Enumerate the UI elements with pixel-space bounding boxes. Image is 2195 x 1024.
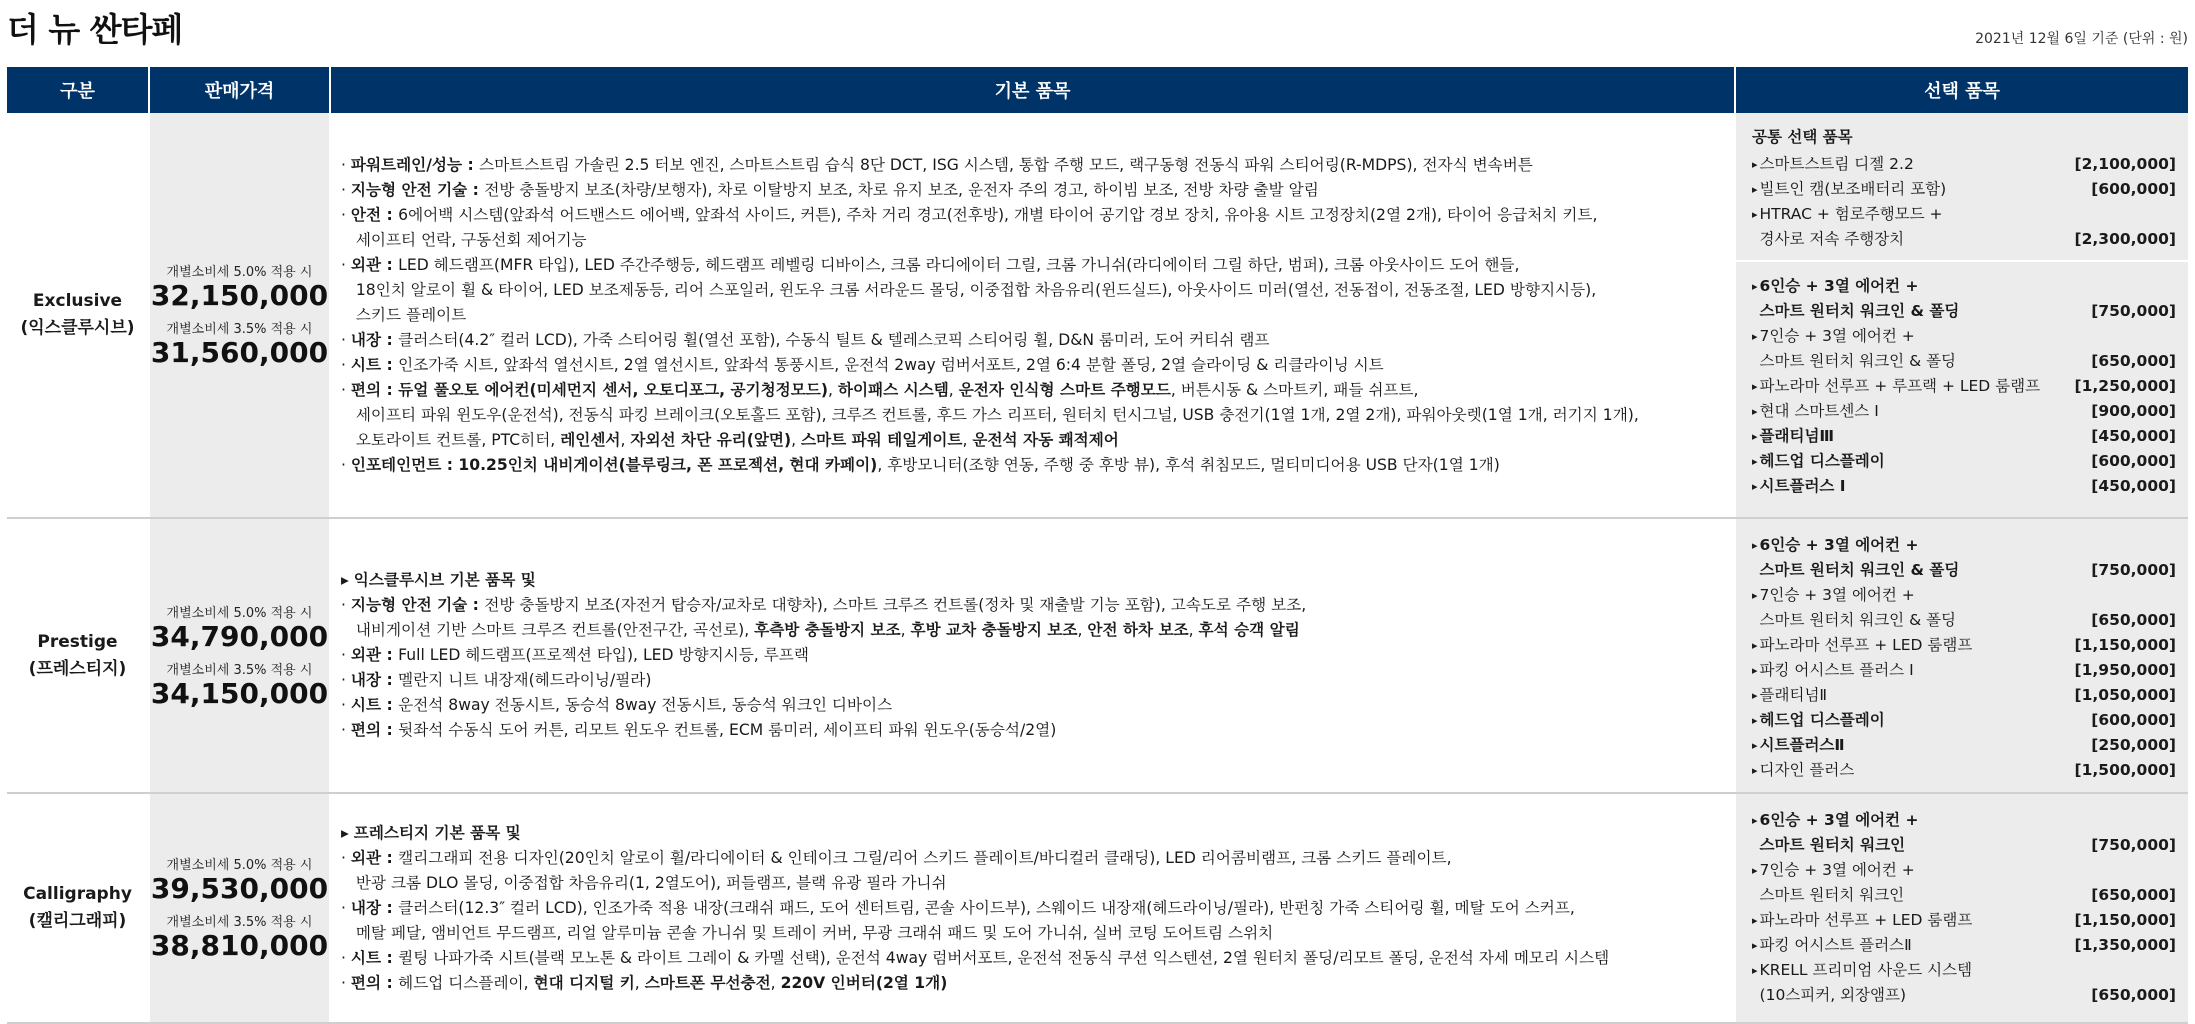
option-item: [1752, 324, 2176, 374]
basic-item-emphasis: 지능형 안전 기술 :: [350, 180, 485, 199]
option-name: 플래티넘Ⅲ: [1759, 427, 1835, 445]
basic-item-text: ▸: [341, 823, 354, 842]
option-price: [650,000]: [2091, 886, 2176, 904]
basic-item-line: [341, 178, 1724, 203]
basic-item-emphasis: 운전자 인식형 스마트 주행모드: [958, 380, 1171, 399]
option-item: [1752, 633, 2176, 658]
price-cell: [149, 113, 330, 518]
basic-item-text: ·: [341, 973, 351, 992]
bullet-triangle-icon: ▸: [1752, 964, 1758, 977]
tax-rate-label: 개별소비세 3.5% 적용 시: [166, 915, 313, 930]
basic-item-emphasis: 내장 :: [350, 898, 399, 917]
basic-item-text: ▸: [341, 571, 354, 589]
basic-item-emphasis: 레인센서: [560, 430, 621, 449]
basic-item-text: ·: [341, 355, 351, 374]
option-name: HTRAC + 험로주행모드 + 경사로 저속 주행장치: [1759, 205, 1943, 248]
header-basic-items: 기본 품목: [330, 67, 1735, 113]
basic-item-text: ·: [341, 721, 351, 739]
basic-item-line: [341, 718, 1724, 743]
basic-item-text: 운전석 8way 전동시트, 동승석 8way 전동시트, 동승석 워크인 디바이스: [398, 696, 893, 714]
option-item: [1752, 708, 2176, 733]
option-name: 6인승 + 3열 에어컨 + 스마트 원터치 워크인 & 폴딩: [1759, 536, 1960, 579]
basic-item-text: 클러스터(4.2″ 컬러 LCD), 가죽 스티어링 휠(열선 포함), 수동식 틸트 & 텔레스코픽 스티어링 휠, D&N 룸미러, 도어 커티쉬 램프: [398, 330, 1270, 349]
basic-item-emphasis: 후방 교차 충돌방지 보조: [910, 621, 1078, 639]
basic-item-text: 내비게이션 기반 스마트 크루즈 컨트롤(안전구간, 곡선로),: [341, 621, 755, 639]
option-name: 파노라마 선루프 + LED 룸램프: [1759, 911, 1973, 929]
option-name: 헤드업 디스플레이: [1759, 452, 1885, 470]
options-cell: [1735, 113, 2188, 518]
price-amount: 32,150,000: [150, 279, 329, 312]
basic-item-emphasis: 외관 :: [350, 255, 399, 274]
basic-item-text: 뒷좌석 수동식 도어 커튼, 리모트 윈도우 컨트롤, ECM 룸미러, 세이프티 파워 윈도우(동승석/2열): [398, 721, 1057, 739]
basic-item-line: [341, 593, 1724, 618]
bullet-triangle-icon: ▸: [1752, 539, 1758, 552]
bullet-triangle-icon: ▸: [1752, 739, 1758, 752]
basic-item-text: , 버튼시동 & 스마트키, 패들 쉬프트,: [1170, 380, 1419, 399]
price-table: [7, 67, 2188, 1024]
option-item: [1752, 533, 2176, 583]
basic-item-emphasis: 지능형 안전 기술 :: [350, 596, 485, 614]
tax-rate-label: 개별소비세 5.0% 적용 시: [166, 265, 313, 280]
price-amount: 39,530,000: [150, 872, 329, 905]
basic-item-emphasis: 안전 하차 보조: [1087, 621, 1189, 639]
option-item: [1752, 808, 2176, 858]
option-price: [600,000]: [2091, 180, 2176, 198]
option-item: [1752, 449, 2176, 474]
option-name: 헤드업 디스플레이: [1759, 711, 1885, 729]
option-price: [900,000]: [2091, 402, 2176, 420]
basic-item-text: ·: [341, 330, 351, 349]
header-price: 판매가격: [149, 67, 330, 113]
option-name: 현대 스마트센스 Ⅰ: [1759, 402, 1879, 420]
bullet-triangle-icon: ▸: [1752, 455, 1758, 468]
tax-rate-label: 개별소비세 3.5% 적용 시: [166, 662, 313, 678]
trim-cell: [7, 793, 149, 1023]
option-item: [1752, 658, 2176, 683]
basic-item-line: [341, 228, 1724, 253]
basic-item-text: 전방 충돌방지 보조(자전거 탑승자/교차로 대향차), 스마트 크루즈 컨트롤(정차 및 재출발 기능 포함), 고속도로 주행 보조,: [484, 596, 1307, 614]
bullet-triangle-icon: ▸: [1752, 380, 1758, 393]
basic-item-text: 6에어백 시스템(앞좌석 어드밴스드 에어백, 앞좌석 사이드, 커튼), 주차 거리 경고(전후방), 개별 타이어 공기압 경보 장치, 유아용 시트 고정장치(2열 2개), 타이어 응급처치 키트,: [398, 205, 1598, 224]
basic-item-emphasis: 편의 :: [350, 973, 399, 992]
option-item: [1752, 177, 2176, 202]
basic-item-line: [341, 846, 1724, 871]
basic-item-text: 퀼팅 나파가죽 시트(블랙 모노톤 & 라이트 그레이 & 카멜 선택), 운전석 4way 럼버서포트, 운전석 전동식 쿠션 익스텐션, 2열 원터치 폴딩/리모트 폴딩, 운전석 자세 메모리 시스템: [398, 948, 1610, 967]
basic-item-text: ·: [341, 180, 351, 199]
basic-item-text: ,: [1077, 621, 1088, 639]
option-item: [1752, 274, 2176, 324]
basic-item-line: [341, 153, 1724, 178]
basic-item-emphasis: 후측방 충돌방지 보조: [754, 621, 901, 639]
basic-item-line: [341, 378, 1724, 403]
bullet-triangle-icon: ▸: [1752, 183, 1758, 196]
option-name: 파노라마 선루프 + 루프랙 + LED 룸램프: [1759, 377, 2041, 395]
option-item: [1752, 733, 2176, 758]
option-item: [1752, 474, 2176, 499]
basic-item-line: [341, 871, 1724, 896]
bullet-triangle-icon: ▸: [1752, 714, 1758, 727]
basic-item-line: [341, 403, 1724, 428]
basic-item-emphasis: 현대 디지털 키: [533, 973, 635, 992]
bullet-triangle-icon: ▸: [1752, 589, 1758, 602]
option-item: [1752, 958, 2176, 1008]
option-price: [1,050,000]: [2074, 686, 2176, 704]
basic-item-emphasis: 파워트레인/성능 :: [350, 155, 480, 174]
option-name: 빌트인 캠(보조배터리 포함): [1759, 180, 1947, 198]
option-price: [600,000]: [2091, 711, 2176, 729]
basic-item-text: ·: [341, 696, 351, 714]
option-name: 7인승 + 3열 에어컨 + 스마트 원터치 워크인: [1759, 861, 1915, 904]
option-price: [1,950,000]: [2074, 661, 2176, 679]
basic-item-emphasis: 시트 :: [350, 696, 399, 714]
option-name: 플래티넘Ⅱ: [1759, 686, 1828, 704]
header-options: 선택 품목: [1735, 67, 2188, 113]
basic-item-text: ·: [341, 848, 351, 867]
basic-item-emphasis: 편의 :: [350, 721, 399, 739]
basic-item-emphasis: 외관 :: [350, 848, 399, 867]
basic-item-text: LED 헤드램프(MFR 타입), LED 주간주행등, 헤드램프 레벨링 디바이스, 크롬 라디에이터 그릴, 크롬 가니쉬(라디에이터 그릴 하단, 범퍼), 크롬 아웃사이드 도어 핸들,: [398, 255, 1520, 274]
basic-item-text: ,: [620, 430, 631, 449]
basic-item-text: , 후방모니터(조향 연동, 주행 중 후방 뷰), 후석 취침모드, 멀티미디어용 USB 단자(1열 1개): [877, 455, 1500, 474]
option-price: [1,250,000]: [2074, 377, 2176, 395]
option-item: [1752, 152, 2176, 177]
option-name: 6인승 + 3열 에어컨 + 스마트 원터치 워크인: [1759, 811, 1919, 854]
basic-items-cell: [330, 518, 1735, 793]
option-price: [650,000]: [2091, 352, 2176, 370]
option-item: [1752, 858, 2176, 908]
bullet-triangle-icon: ▸: [1752, 158, 1758, 171]
basic-item-line: [341, 453, 1724, 478]
basic-item-text: 스마트스트림 가솔린 2.5 터보 엔진, 스마트스트림 습식 8단 DCT, ISG 시스템, 통합 주행 모드, 랙구동형 전동식 파워 스티어링(R-MDPS), 전자식 변속버튼: [479, 155, 1533, 174]
option-section: [1736, 794, 2188, 1016]
header-row: [7, 67, 2188, 113]
basic-item-text: ·: [341, 596, 351, 614]
basic-item-text: ·: [341, 205, 351, 224]
option-price: [750,000]: [2091, 302, 2176, 320]
option-item: [1752, 758, 2176, 783]
bullet-triangle-icon: ▸: [1752, 764, 1758, 777]
option-name: 7인승 + 3열 에어컨 + 스마트 원터치 워크인 & 폴딩: [1759, 586, 1957, 629]
basic-item-line: [341, 946, 1724, 971]
basic-item-text: ·: [341, 255, 351, 274]
option-section: [1736, 113, 2188, 260]
basic-items-cell: [330, 113, 1735, 518]
basic-item-text: ,: [962, 430, 973, 449]
page-title: 더 뉴 싼타페: [7, 10, 183, 49]
option-name: 6인승 + 3열 에어컨 + 스마트 원터치 워크인 & 폴딩: [1759, 277, 1960, 320]
option-price: [650,000]: [2091, 611, 2176, 629]
option-price: [1,150,000]: [2074, 636, 2176, 654]
basic-item-text: ,: [634, 973, 645, 992]
option-section: [1736, 260, 2188, 507]
basic-item-line: [341, 353, 1724, 378]
price-amount: 34,150,000: [150, 676, 329, 710]
options-cell: [1735, 518, 2188, 793]
option-name: 7인승 + 3열 에어컨 + 스마트 원터치 워크인 & 폴딩: [1759, 327, 1957, 370]
basic-item-text: 반광 크롬 DLO 몰딩, 이중접합 차음유리(1, 2열도어), 퍼들램프, 블랙 유광 필라 가니쉬: [341, 873, 947, 892]
option-item: [1752, 202, 2176, 252]
price-cell: [149, 793, 330, 1023]
basic-item-text: ·: [341, 455, 351, 474]
basic-item-text: 캘리그래피 전용 디자인(20인치 알로이 휠/라디에이터 & 인테이크 그릴/리어 스키드 플레이트/바디컬러 클래딩), LED 리어콤비램프, 크롬 스키드 플레이트,: [398, 848, 1452, 867]
price-amount: 38,810,000: [150, 929, 329, 962]
option-price: [650,000]: [2091, 986, 2176, 1004]
bullet-triangle-icon: ▸: [1752, 330, 1758, 343]
option-name: 파노라마 선루프 + LED 룸램프: [1759, 636, 1973, 654]
price-amount: 34,790,000: [150, 619, 329, 653]
options-cell: [1735, 793, 2188, 1023]
basic-item-text: ,: [791, 430, 801, 449]
basic-item-text: ·: [341, 380, 351, 399]
basic-item-line: [341, 618, 1724, 643]
bullet-triangle-icon: ▸: [1752, 405, 1758, 418]
option-price: [600,000]: [2091, 452, 2176, 470]
basic-item-text: 18인치 알로이 휠 & 타이어, LED 보조제동등, 리어 스포일러, 윈도우 크롬 서라운드 몰딩, 이중접합 차음유리(윈드실드), 아웃사이드 미러(열선, 전동접이, 전동조절, LED 방향지시등),: [341, 280, 1597, 299]
basic-item-text: ,: [770, 973, 781, 992]
basic-item-emphasis: 편의 :: [350, 380, 399, 399]
option-name: 파킹 어시스트 플러스 Ⅰ: [1759, 661, 1914, 679]
tax-rate-label: 개별소비세 5.0% 적용 시: [166, 858, 313, 873]
basic-item-text: 멜란지 니트 내장재(헤드라이닝/필라): [398, 671, 652, 689]
bullet-triangle-icon: ▸: [1752, 689, 1758, 702]
option-name: 스마트스트림 디젤 2.2: [1759, 155, 1914, 173]
table-row: [7, 793, 2188, 1023]
basic-item-text: 오토라이트 컨트롤, PTC히터,: [341, 430, 561, 449]
basic-item-emphasis: 스마트 파워 테일게이트: [801, 430, 963, 449]
basic-item-line: [341, 896, 1724, 921]
basic-item-line: [341, 668, 1724, 693]
basic-item-text: 스키드 플레이트: [341, 305, 467, 324]
bullet-triangle-icon: ▸: [1752, 639, 1758, 652]
basic-item-text: Full LED 헤드램프(프로젝션 타입), LED 방향지시등, 루프랙: [398, 646, 809, 664]
basic-item-text: ·: [341, 671, 351, 689]
basic-item-text: ·: [341, 948, 351, 967]
bullet-triangle-icon: ▸: [1752, 864, 1758, 877]
basic-item-emphasis: 내장 :: [350, 671, 399, 689]
basic-item-emphasis: 하이패스 시스템: [837, 380, 949, 399]
header-trim: 구분: [7, 67, 149, 113]
bullet-triangle-icon: ▸: [1752, 939, 1758, 952]
basic-item-text: ,: [948, 380, 959, 399]
basic-item-emphasis: 외관 :: [350, 646, 399, 664]
basic-item-emphasis: 익스클루시브 기본 품목 및: [353, 571, 536, 589]
basic-item-line: [341, 253, 1724, 278]
basic-item-emphasis: 220V 인버터(2열 1개): [780, 973, 948, 992]
option-item: [1752, 424, 2176, 449]
option-price: [450,000]: [2091, 477, 2176, 495]
option-name: 파킹 어시스트 플러스Ⅱ: [1759, 936, 1912, 954]
option-price: [750,000]: [2091, 561, 2176, 579]
trim-cell: [7, 518, 149, 793]
basic-item-text: 세이프티 언락, 구동선회 제어기능: [341, 230, 587, 249]
option-item: [1752, 583, 2176, 633]
basic-item-text: 헤드업 디스플레이,: [398, 973, 534, 992]
option-price: [2,300,000]: [2074, 230, 2176, 248]
bullet-triangle-icon: ▸: [1752, 814, 1758, 827]
basic-items-cell: [330, 793, 1735, 1023]
option-name: KRELL 프리미엄 사운드 시스템 (10스피커, 외장앰프): [1759, 961, 1973, 1004]
bullet-triangle-icon: ▸: [1752, 430, 1758, 443]
basic-item-emphasis: 후석 승객 알림: [1198, 621, 1300, 639]
trim-name: Calligraphy: [23, 884, 132, 904]
trim-name-korean: (프레스티지): [28, 658, 127, 679]
tax-rate-label: 개별소비세 5.0% 적용 시: [166, 605, 313, 621]
basic-item-emphasis: 운전석 자동 쾌적제어: [972, 430, 1119, 449]
basic-item-line: [341, 693, 1724, 718]
trim-name: Prestige: [37, 631, 118, 652]
basic-item-text: 메탈 페달, 앰비언트 무드램프, 리얼 알루미늄 콘솔 가니쉬 및 트레이 커버, 무광 크래쉬 패드 및 도어 가니쉬, 실버 코팅 도어트림 스위치: [341, 923, 1274, 942]
bullet-triangle-icon: ▸: [1752, 208, 1758, 221]
basic-item-line: [341, 921, 1724, 946]
trim-name-korean: (캘리그래피): [28, 911, 127, 931]
trim-name: Exclusive: [32, 291, 123, 311]
option-price: [1,500,000]: [2074, 761, 2176, 779]
basic-item-line: [341, 821, 1724, 846]
option-price: [2,100,000]: [2074, 155, 2176, 173]
option-price: [750,000]: [2091, 836, 2176, 854]
basic-item-text: ·: [341, 646, 351, 664]
basic-item-text: ·: [341, 898, 351, 917]
option-price: [1,350,000]: [2074, 936, 2176, 954]
basic-item-line: [341, 303, 1724, 328]
basic-item-line: [341, 643, 1724, 668]
table-row: [7, 518, 2188, 793]
basic-item-line: [341, 428, 1724, 453]
bullet-triangle-icon: ▸: [1752, 914, 1758, 927]
option-item: [1752, 933, 2176, 958]
basic-item-text: ,: [828, 380, 838, 399]
price-cell: [149, 518, 330, 793]
basic-item-emphasis: 시트 :: [350, 948, 399, 967]
basic-item-emphasis: 자외선 차단 유리(앞면): [630, 430, 792, 449]
option-item: [1752, 374, 2176, 399]
option-item: [1752, 399, 2176, 424]
basic-item-text: 전방 충돌방지 보조(차량/보행자), 차로 이탈방지 보조, 차로 유지 보조, 운전자 주의 경고, 하이빔 보조, 전방 차량 출발 알림: [484, 180, 1319, 199]
basic-item-line: [341, 568, 1724, 593]
trim-name-korean: (익스클루시브): [20, 318, 135, 338]
basic-item-text: ,: [1188, 621, 1199, 639]
basic-item-line: [341, 203, 1724, 228]
option-price: [450,000]: [2091, 427, 2176, 445]
table-row: [7, 113, 2188, 518]
bullet-triangle-icon: ▸: [1752, 664, 1758, 677]
option-price: [1,150,000]: [2074, 911, 2176, 929]
basic-item-emphasis: 시트 :: [350, 355, 399, 374]
tax-rate-label: 개별소비세 3.5% 적용 시: [166, 322, 313, 337]
basic-item-emphasis: 안전 :: [350, 205, 399, 224]
option-name: 시트플러스Ⅱ: [1759, 736, 1845, 754]
basic-item-text: 인조가죽 시트, 앞좌석 열선시트, 2열 열선시트, 앞좌석 통풍시트, 운전석 2way 럼버서포트, 2열 6:4 분할 폴딩, 2열 슬라이딩 & 리클라이닝 시트: [398, 355, 1384, 374]
basic-item-emphasis: 내장 :: [350, 330, 399, 349]
option-price: [250,000]: [2091, 736, 2176, 754]
basic-item-line: [341, 278, 1724, 303]
option-item: [1752, 683, 2176, 708]
basic-item-line: [341, 328, 1724, 353]
basic-item-text: ,: [900, 621, 911, 639]
option-section-heading: 공통 선택 품목: [1752, 128, 1853, 146]
date-note: 2021년 12월 6일 기준 (단위 : 원): [1975, 31, 2188, 47]
basic-item-line: [341, 971, 1724, 996]
option-name: 시트플러스 Ⅰ: [1759, 477, 1846, 495]
trim-cell: [7, 113, 149, 518]
basic-item-emphasis: 프레스티지 기본 품목 및: [353, 823, 521, 842]
basic-item-emphasis: 스마트폰 무선충전: [644, 973, 771, 992]
basic-item-text: 세이프티 파워 윈도우(운전석), 전동식 파킹 브레이크(오토홀드 포함), 크루즈 컨트롤, 후드 가스 리프터, 원터치 턴시그널, USB 충전기(1열 1개, 2열 2개), 파워아웃렛(1열 1개, 러기지 1개),: [341, 405, 1639, 424]
option-name: 디자인 플러스: [1759, 761, 1855, 779]
basic-item-text: ·: [341, 155, 351, 174]
option-section: [1736, 519, 2188, 791]
basic-item-emphasis: 듀얼 풀오토 에어컨(미세먼지 센서, 오토디포그, 공기청정모드): [398, 380, 828, 399]
bullet-triangle-icon: ▸: [1752, 280, 1758, 293]
bullet-triangle-icon: ▸: [1752, 480, 1758, 493]
basic-item-text: 클러스터(12.3″ 컬러 LCD), 인조가죽 적용 내장(크래쉬 패드, 도어 센터트림, 콘솔 사이드부), 스웨이드 내장재(헤드라이닝/필라), 반펀칭 가죽 스티어링 휠, 메탈 도어 스커프,: [398, 898, 1575, 917]
price-amount: 31,560,000: [150, 336, 329, 369]
basic-item-emphasis: 인포테인먼트 : 10.25인치 내비게이션(블루링크, 폰 프로젝션, 현대 카페이): [350, 455, 878, 474]
option-item: [1752, 908, 2176, 933]
